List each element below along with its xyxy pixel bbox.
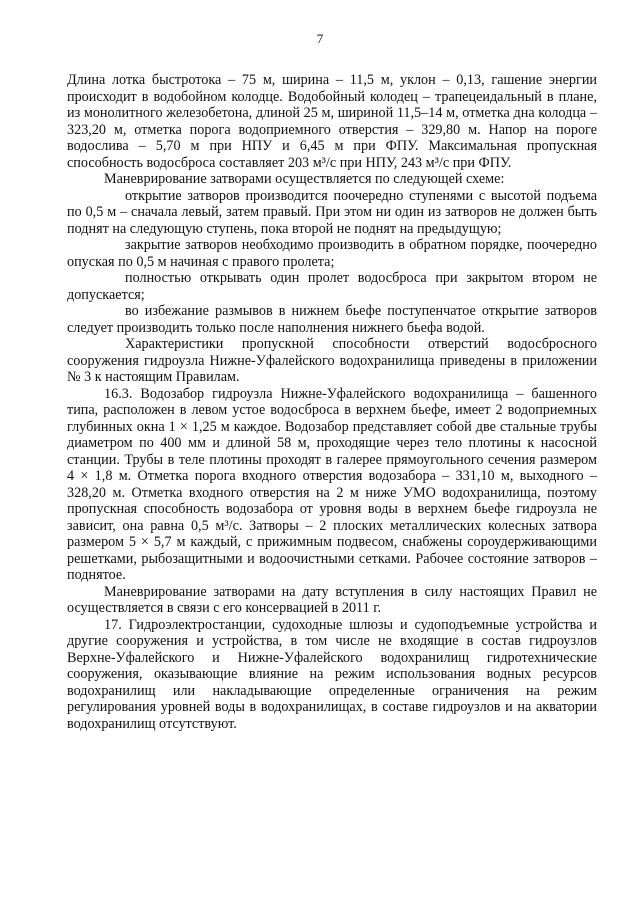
paragraph-gate-closing: закрытие затворов необходимо производить в обратном порядке, поочередно опуская по 0,5 м начиная с правого пролета; [67,237,597,270]
paragraph-spillway-chute: Длина лотка быстротока – 75 м, ширина – 11,5 м, уклон – 0,13, гашение энергии происходит в водобойном колодце. Водобойный колодец – трапецеидальный в плане, из монолитного железобетона, длиной 25 м, шириной 11,5–14 м, отметка дна колодца – 323,20 м, отметка порога водоприемного отверстия – 329,80 м. Напор на пороге водослива – 5,70 м при НПУ и 6,45 м при ФПУ. Максимальная пропускная способность водосброса составляет 203 м³/с при НПУ, 243 м³/с при ФПУ. [67,72,597,171]
paragraph-gate-scheme-intro: Маневрирование затворами осуществляется по следующей схеме: [104,171,505,187]
document-body [67,72,597,732]
page-number: 7 [316,31,324,46]
paragraph-gate-opening: открытие затворов производится поочередно ступенями с высотой подъема по 0,5 м – сначала левый, затем правый. При этом ни один из затворов не должен быть поднят на следующую ступень, пока второй не поднят на предыдущую; [67,187,597,237]
paragraph-intake-conservation: Маневрирование затворами на дату вступления в силу настоящих Правил не осуществляется в связи с его консервацией в 2011 г. [67,583,597,616]
paragraph-water-intake: 16.3. Водозабор гидроузла Нижне-Уфалейского водохранилища – башенного типа, расположен в левом устое водосброса в верхнем бьефе, имеет 2 водоприемных глубинных окна 1 × 1,25 м каждое. Водозабор представляет собой две стальные трубы диаметром по 400 мм и длиной 58 м, проходящие через тело плотины к насосной станции. Трубы в теле плотины проходят в галерее прямоугольного сечения размером 4 × 1,8 м. Отметка порога входного отверстия водозабора – 331,10 м, выходного – 328,20 м. Отметка входного отверстия на 2 м ниже УМО водохранилища, поэтому пропускная способность водозабора от уровня воды в верхнем бьефе гидроузла не зависит, она равна 0,5 м³/с. Затворы – 2 плоских металлических колесных затвора размером 5 × 5,7 м каждый, с прижимным подвесом, снабжены сороудерживающими решетками, рыбозащитными и водоочистными сетками. Рабочее состояние затворов – поднятое. [67,385,597,583]
paragraph-capacity-reference: Характеристики пропускной способности отверстий водосбросного сооружения гидроузла Нижне-Уфалейского водохранилища приведены в приложении № 3 к настоящим Правилам. [67,336,597,385]
paragraph-other-structures: 17. Гидроэлектростанции, судоходные шлюзы и судоподъемные устройства и другие сооружения и устройства, в том числе не входящие в состав гидроузлов Верхне-Уфалейского и Нижне-Уфалейского водохранилищ гидротехнические сооружения, оказывающие влияние на режим использования водных ресурсов водохранилищ или накладывающие определенные ограничения на режим регулирования уровней воды в водохранилищах, в составе гидроузлов и на акватории водохранилищ отсутствуют. [67,616,597,732]
paragraph-erosion-prevention: во избежание размывов в нижнем бьефе поступенчатое открытие затворов следует производить только после наполнения нижнего бьефа водой. [67,303,597,336]
paragraph-single-span-rule: полностью открывать один пролет водосброса при закрытом втором не допускается; [67,270,597,303]
